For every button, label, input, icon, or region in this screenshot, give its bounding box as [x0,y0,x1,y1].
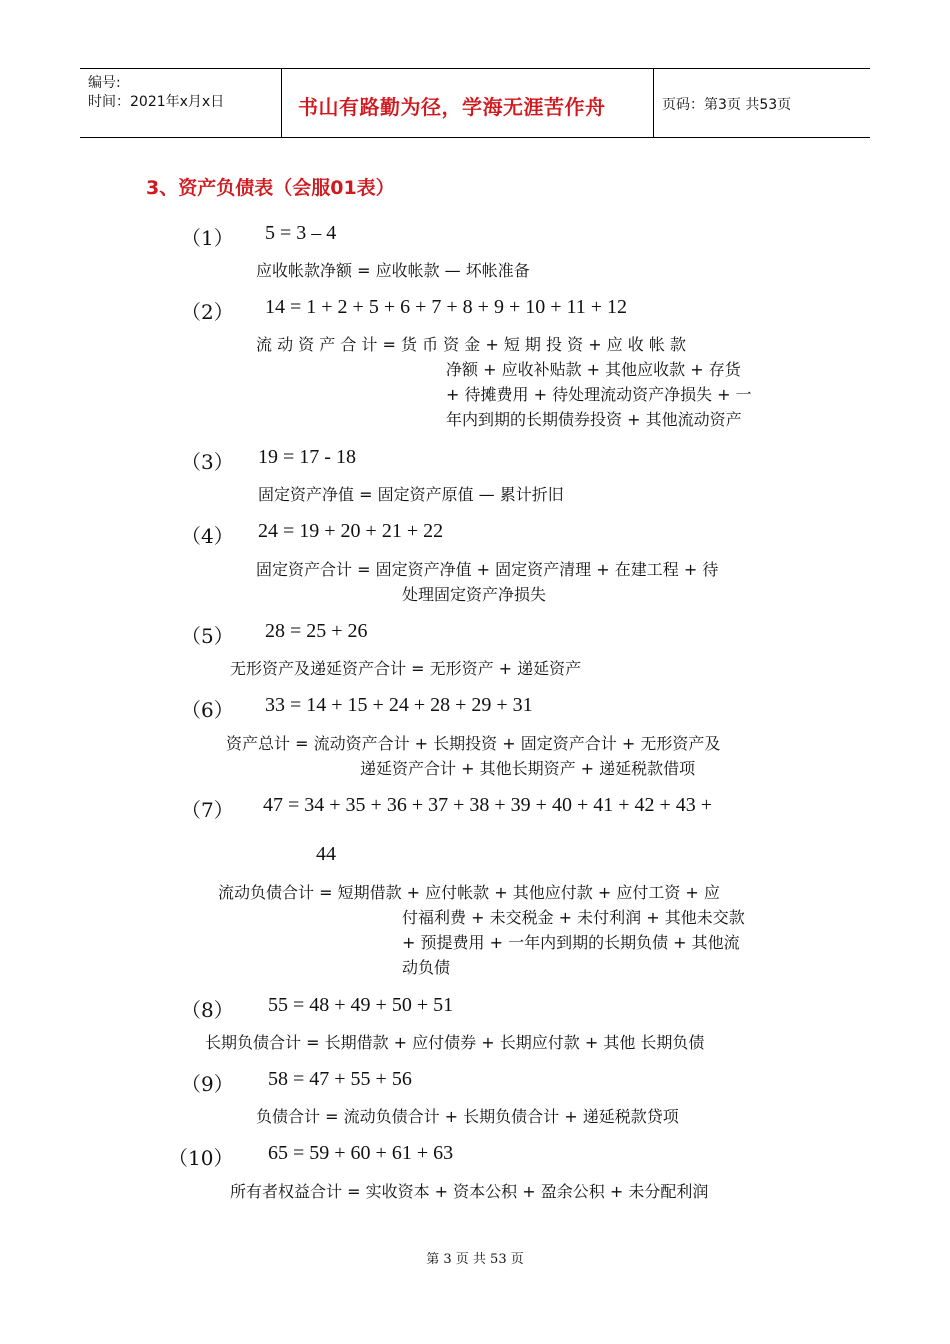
description-line: 流 动 资 产 合 计 = 货 币 资 金 + 短 期 投 资 + 应 收 帐 款 [256,335,686,354]
description-line: 流动负债合计 = 短期借款 + 应付帐款 + 其他应付款 + 应付工资 + 应 [218,883,720,902]
item-number: （5） [181,624,234,648]
item-description [205,1030,704,1055]
description-line: 固定资产净值 = 固定资产原值 — 累计折旧 [258,485,564,504]
header-meta-cell [80,69,282,137]
description-line: 处理固定资产净损失 [402,585,547,604]
description-line: 资产总计 = 流动资产合计 + 长期投资 + 固定资产合计 + 无形资产及 [226,734,721,753]
item-description [230,1179,708,1204]
description-line: 付福利费 + 未交税金 + 未付利润 + 其他未交款 [402,908,745,927]
description-line: + 预提费用 + 一年内到期的长期负债 + 其他流 [402,933,740,952]
section-title: 3、资产负债表（会服01表） [146,177,395,199]
item-formula: 33 = 14 + 15 + 24 + 28 + 29 + 31 [265,694,533,716]
item-formula: 28 = 25 + 26 [265,620,368,642]
item-formula: 65 = 59 + 60 + 61 + 63 [268,1142,454,1164]
description-line: 无形资产及递延资产合计 = 无形资产 + 递延资产 [230,659,582,678]
description-line: 所有者权益合计 = 实收资本 + 资本公积 + 盈余公积 + 未分配利润 [230,1182,709,1201]
header-page-cell [654,69,870,137]
header-motto-cell [282,69,654,137]
item-number: （2） [181,300,234,324]
description-line: 长期负债合计 = 长期借款 + 应付债券 + 长期应付款 + 其他 长期负债 [205,1033,705,1052]
item-number: （9） [181,1072,234,1096]
item-number: （1） [181,226,234,250]
description-line: 年内到期的长期债券投资 + 其他流动资产 [446,410,742,429]
description-line: + 待摊费用 + 待处理流动资产净损失 + 一 [446,385,752,404]
description-line: 递延资产合计 + 其他长期资产 + 递延税款借项 [360,759,696,778]
item-formula: 14 = 1 + 2 + 5 + 6 + 7 + 8 + 9 + 10 + 11 + 12 [265,296,628,318]
item-description [256,557,718,607]
page-info: 页码：第3页 共53页 [662,97,792,113]
header-table [80,68,870,138]
number-label: 编号: [88,75,121,91]
item-description [230,656,581,681]
item-number: （4） [181,524,234,548]
description-line: 应收帐款净额 = 应收帐款 — 坏帐准备 [256,261,530,280]
item-formula: 24 = 19 + 20 + 21 + 22 [258,520,444,542]
description-line: 动负债 [402,958,451,977]
item-number: （10） [168,1146,234,1170]
description-line: 固定资产合计 = 固定资产净值 + 固定资产清理 + 在建工程 + 待 [256,560,719,579]
item-formula: 47 = 34 + 35 + 36 + 37 + 38 + 39 + 40 + 41 + 42 + 43 + [263,794,713,816]
item-number: （8） [181,998,234,1022]
item-formula: 5 = 3 – 4 [265,222,337,244]
item-description [218,880,745,980]
description-line: 负债合计 = 流动负债合计 + 长期负债合计 + 递延税款贷项 [256,1107,679,1126]
item-number: （7） [181,798,234,822]
item-number: （6） [181,698,234,722]
item-number: （3） [181,450,234,474]
item-formula: 58 = 47 + 55 + 56 [268,1068,412,1090]
item-description [226,731,720,781]
item-formula-continued: 44 [316,843,336,865]
item-formula: 55 = 48 + 49 + 50 + 51 [268,994,454,1016]
item-description [258,482,564,507]
time-label: 时间：2021年x月x日 [88,94,225,110]
description-line: 净额 + 应收补贴款 + 其他应收款 + 存货 [446,360,741,379]
item-formula: 19 = 17 - 18 [258,446,356,468]
item-description [256,1104,679,1129]
item-description [256,332,752,432]
page-footer: 第 3 页 共 53 页 [426,1252,524,1267]
motto-text: 书山有路勤为径，学海无涯苦作舟 [298,95,606,119]
item-description [256,258,530,283]
